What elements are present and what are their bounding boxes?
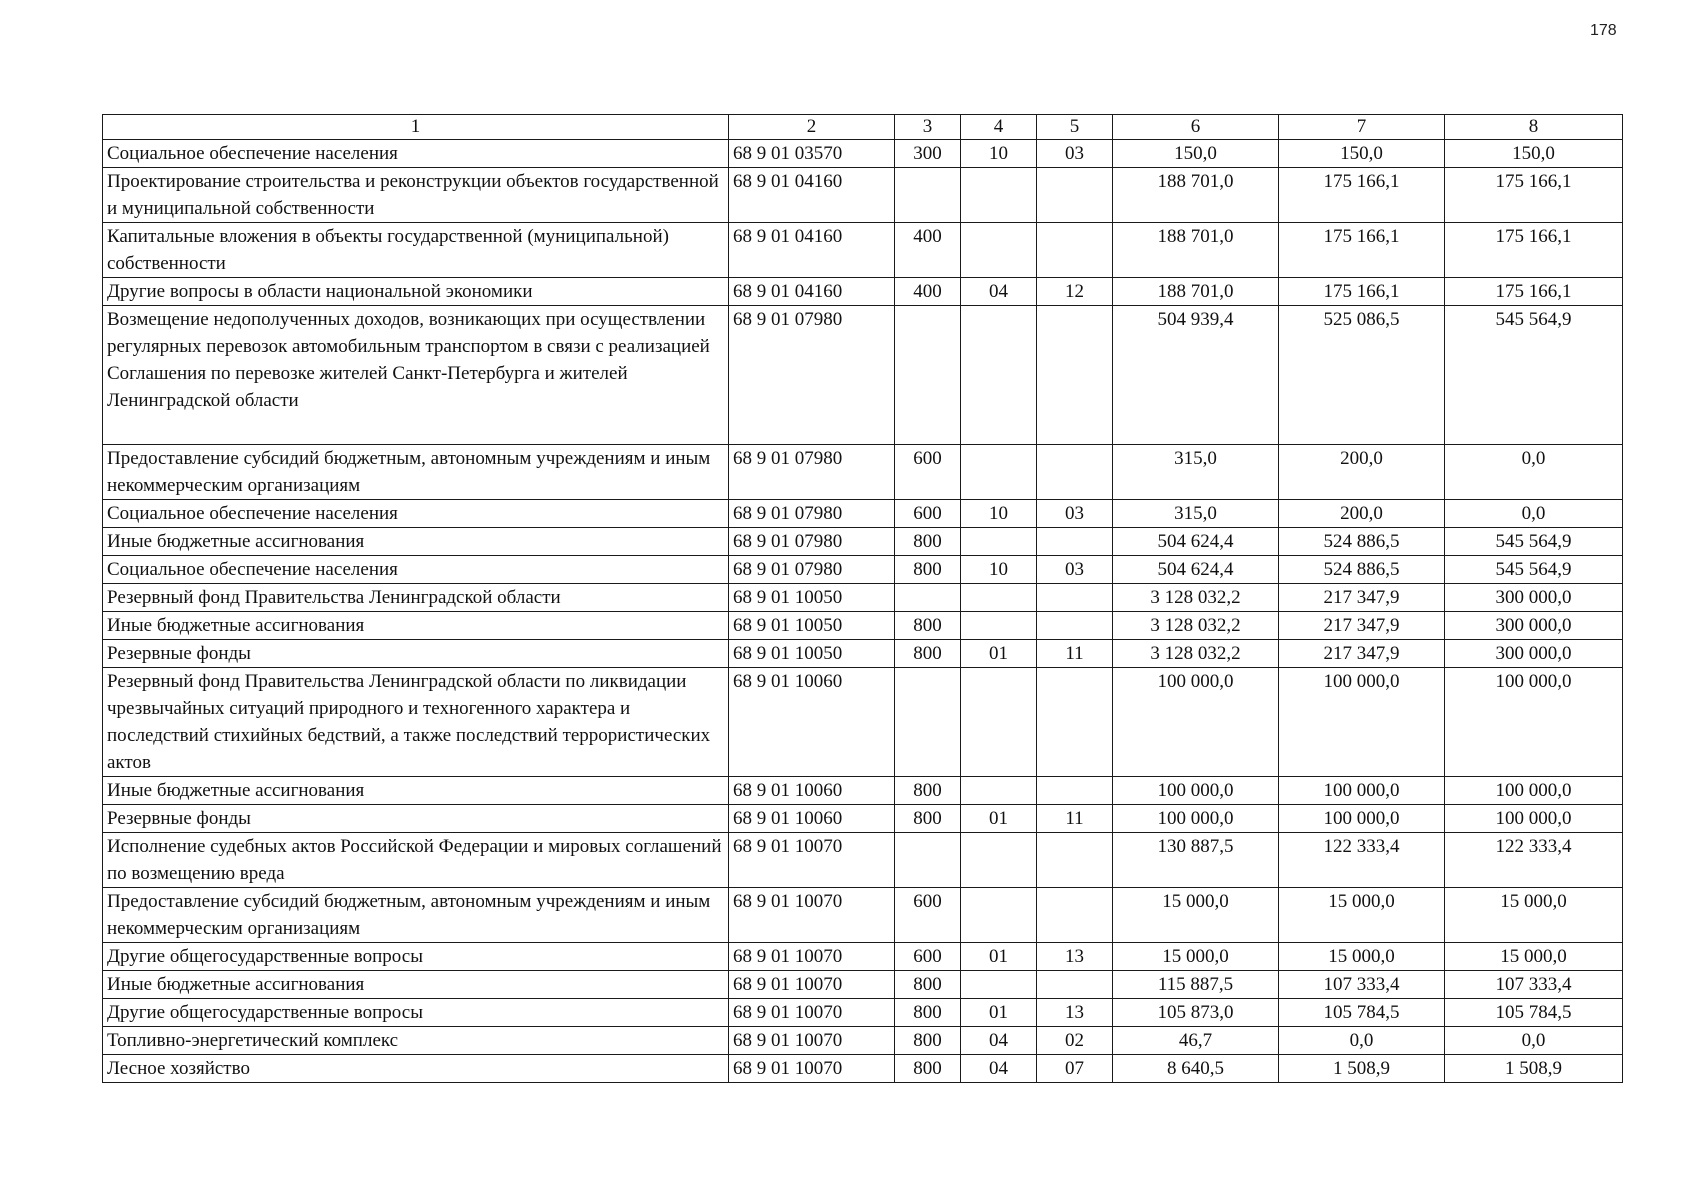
row-pr xyxy=(1037,668,1113,777)
table-row xyxy=(103,1027,1623,1055)
row-name: Лесное хозяйство xyxy=(103,1055,729,1083)
table-row xyxy=(103,445,1623,500)
row-value-6: 504 624,4 xyxy=(1113,528,1279,556)
row-pr: 03 xyxy=(1037,140,1113,168)
row-code: 68 9 01 10070 xyxy=(729,943,895,971)
row-name: Исполнение судебных актов Российской Федерации и мировых соглашений по возмещению вреда xyxy=(103,833,729,888)
row-code: 68 9 01 10070 xyxy=(729,1027,895,1055)
row-value-8: 100 000,0 xyxy=(1445,668,1623,777)
row-value-7: 100 000,0 xyxy=(1279,668,1445,777)
row-rz xyxy=(961,777,1037,805)
row-name: Резервный фонд Правительства Ленинградской области xyxy=(103,584,729,612)
row-code: 68 9 01 10060 xyxy=(729,668,895,777)
row-name: Резервный фонд Правительства Ленинградской области по ликвидации чрезвычайных ситуаций природного и техногенного характера и последствий стихийных бедствий, а также последствий террористических актов xyxy=(103,668,729,777)
row-pr xyxy=(1037,612,1113,640)
row-name: Иные бюджетные ассигнования xyxy=(103,612,729,640)
row-name: Предоставление субсидий бюджетным, автономным учреждениям и иным некоммерческим организациям xyxy=(103,445,729,500)
row-pr xyxy=(1037,528,1113,556)
row-name: Иные бюджетные ассигнования xyxy=(103,971,729,999)
row-pr xyxy=(1037,777,1113,805)
row-rz xyxy=(961,306,1037,445)
table-row xyxy=(103,168,1623,223)
table-row xyxy=(103,943,1623,971)
row-value-8: 100 000,0 xyxy=(1445,777,1623,805)
header-cell: 1 xyxy=(103,115,729,140)
row-value-7: 217 347,9 xyxy=(1279,584,1445,612)
row-value-8: 150,0 xyxy=(1445,140,1623,168)
row-value-6: 315,0 xyxy=(1113,500,1279,528)
row-name: Топливно-энергетический комплекс xyxy=(103,1027,729,1055)
row-value-7: 105 784,5 xyxy=(1279,999,1445,1027)
header-cell: 7 xyxy=(1279,115,1445,140)
row-pr: 03 xyxy=(1037,500,1113,528)
row-name: Социальное обеспечение населения xyxy=(103,500,729,528)
row-value-7: 175 166,1 xyxy=(1279,223,1445,278)
row-value-8: 107 333,4 xyxy=(1445,971,1623,999)
header-cell: 2 xyxy=(729,115,895,140)
table-row xyxy=(103,833,1623,888)
row-value-6: 188 701,0 xyxy=(1113,168,1279,223)
row-pr: 11 xyxy=(1037,805,1113,833)
row-rz: 04 xyxy=(961,1027,1037,1055)
row-rz: 04 xyxy=(961,278,1037,306)
row-vr: 600 xyxy=(895,943,961,971)
row-value-6: 115 887,5 xyxy=(1113,971,1279,999)
row-pr xyxy=(1037,223,1113,278)
header-cell: 8 xyxy=(1445,115,1623,140)
row-pr: 07 xyxy=(1037,1055,1113,1083)
row-pr xyxy=(1037,306,1113,445)
row-value-7: 525 086,5 xyxy=(1279,306,1445,445)
row-value-8: 300 000,0 xyxy=(1445,584,1623,612)
table-row xyxy=(103,999,1623,1027)
row-value-8: 0,0 xyxy=(1445,1027,1623,1055)
table-row xyxy=(103,1055,1623,1083)
row-value-6: 130 887,5 xyxy=(1113,833,1279,888)
row-code: 68 9 01 10050 xyxy=(729,640,895,668)
row-name: Проектирование строительства и реконструкции объектов государственной и муниципальной собственности xyxy=(103,168,729,223)
header-cell: 4 xyxy=(961,115,1037,140)
row-code: 68 9 01 07980 xyxy=(729,445,895,500)
row-rz: 01 xyxy=(961,805,1037,833)
row-vr xyxy=(895,168,961,223)
row-value-6: 3 128 032,2 xyxy=(1113,584,1279,612)
row-code: 68 9 01 07980 xyxy=(729,556,895,584)
row-vr: 800 xyxy=(895,640,961,668)
row-pr xyxy=(1037,445,1113,500)
row-rz xyxy=(961,971,1037,999)
row-value-6: 504 624,4 xyxy=(1113,556,1279,584)
row-value-7: 524 886,5 xyxy=(1279,556,1445,584)
row-value-8: 100 000,0 xyxy=(1445,805,1623,833)
row-code: 68 9 01 10070 xyxy=(729,999,895,1027)
row-code: 68 9 01 04160 xyxy=(729,278,895,306)
row-rz: 01 xyxy=(961,640,1037,668)
row-rz: 01 xyxy=(961,943,1037,971)
row-value-6: 15 000,0 xyxy=(1113,943,1279,971)
row-rz xyxy=(961,833,1037,888)
row-value-6: 46,7 xyxy=(1113,1027,1279,1055)
row-code: 68 9 01 10060 xyxy=(729,805,895,833)
row-value-7: 15 000,0 xyxy=(1279,943,1445,971)
row-value-8: 15 000,0 xyxy=(1445,943,1623,971)
header-cell: 3 xyxy=(895,115,961,140)
table-row xyxy=(103,971,1623,999)
row-value-7: 150,0 xyxy=(1279,140,1445,168)
row-value-7: 100 000,0 xyxy=(1279,777,1445,805)
row-code: 68 9 01 04160 xyxy=(729,168,895,223)
row-value-6: 3 128 032,2 xyxy=(1113,640,1279,668)
row-vr: 800 xyxy=(895,971,961,999)
row-value-7: 1 508,9 xyxy=(1279,1055,1445,1083)
row-pr: 13 xyxy=(1037,943,1113,971)
row-rz xyxy=(961,223,1037,278)
table-row xyxy=(103,306,1623,445)
row-value-6: 100 000,0 xyxy=(1113,805,1279,833)
table-row xyxy=(103,223,1623,278)
page-number: 178 xyxy=(1590,22,1617,39)
row-rz xyxy=(961,445,1037,500)
row-rz: 10 xyxy=(961,140,1037,168)
row-pr xyxy=(1037,168,1113,223)
row-value-6: 100 000,0 xyxy=(1113,777,1279,805)
row-value-7: 107 333,4 xyxy=(1279,971,1445,999)
header-cell: 6 xyxy=(1113,115,1279,140)
row-value-6: 150,0 xyxy=(1113,140,1279,168)
row-value-8: 105 784,5 xyxy=(1445,999,1623,1027)
header-cell: 5 xyxy=(1037,115,1113,140)
row-value-8: 545 564,9 xyxy=(1445,556,1623,584)
row-value-7: 15 000,0 xyxy=(1279,888,1445,943)
row-value-8: 0,0 xyxy=(1445,445,1623,500)
row-value-6: 315,0 xyxy=(1113,445,1279,500)
row-value-7: 0,0 xyxy=(1279,1027,1445,1055)
row-code: 68 9 01 07980 xyxy=(729,306,895,445)
row-rz: 10 xyxy=(961,556,1037,584)
row-value-7: 175 166,1 xyxy=(1279,168,1445,223)
table-row xyxy=(103,888,1623,943)
row-vr: 600 xyxy=(895,445,961,500)
row-vr xyxy=(895,306,961,445)
row-value-8: 175 166,1 xyxy=(1445,278,1623,306)
row-pr: 13 xyxy=(1037,999,1113,1027)
table-row xyxy=(103,584,1623,612)
row-value-8: 545 564,9 xyxy=(1445,306,1623,445)
row-vr: 800 xyxy=(895,612,961,640)
row-rz xyxy=(961,668,1037,777)
row-code: 68 9 01 10060 xyxy=(729,777,895,805)
row-name: Иные бюджетные ассигнования xyxy=(103,777,729,805)
row-value-8: 300 000,0 xyxy=(1445,640,1623,668)
row-name: Капитальные вложения в объекты государственной (муниципальной) собственности xyxy=(103,223,729,278)
row-code: 68 9 01 10070 xyxy=(729,1055,895,1083)
row-value-6: 100 000,0 xyxy=(1113,668,1279,777)
row-name: Резервные фонды xyxy=(103,805,729,833)
row-name: Предоставление субсидий бюджетным, автономным учреждениям и иным некоммерческим организациям xyxy=(103,888,729,943)
row-code: 68 9 01 10050 xyxy=(729,612,895,640)
row-name: Социальное обеспечение населения xyxy=(103,556,729,584)
row-code: 68 9 01 10070 xyxy=(729,888,895,943)
row-vr: 800 xyxy=(895,777,961,805)
row-name: Возмещение недополученных доходов, возникающих при осуществлении регулярных перевозок автомобильным транспортом в связи с реализацией Соглашения по перевозке жителей Санкт-Петербурга и жителей Ленинградской области xyxy=(103,306,729,445)
row-code: 68 9 01 04160 xyxy=(729,223,895,278)
row-value-8: 300 000,0 xyxy=(1445,612,1623,640)
row-vr: 400 xyxy=(895,223,961,278)
budget-table xyxy=(102,114,1623,1083)
row-name: Резервные фонды xyxy=(103,640,729,668)
row-pr: 11 xyxy=(1037,640,1113,668)
row-value-6: 504 939,4 xyxy=(1113,306,1279,445)
row-code: 68 9 01 07980 xyxy=(729,500,895,528)
table-row xyxy=(103,668,1623,777)
row-pr: 02 xyxy=(1037,1027,1113,1055)
row-vr: 800 xyxy=(895,1027,961,1055)
row-rz: 04 xyxy=(961,1055,1037,1083)
row-vr: 600 xyxy=(895,888,961,943)
row-value-8: 175 166,1 xyxy=(1445,168,1623,223)
row-value-7: 200,0 xyxy=(1279,445,1445,500)
table-row xyxy=(103,612,1623,640)
row-pr xyxy=(1037,888,1113,943)
row-value-6: 8 640,5 xyxy=(1113,1055,1279,1083)
row-code: 68 9 01 10050 xyxy=(729,584,895,612)
row-rz: 10 xyxy=(961,500,1037,528)
row-pr: 12 xyxy=(1037,278,1113,306)
row-vr: 400 xyxy=(895,278,961,306)
row-name: Другие вопросы в области национальной экономики xyxy=(103,278,729,306)
row-name: Другие общегосударственные вопросы xyxy=(103,999,729,1027)
row-value-6: 188 701,0 xyxy=(1113,223,1279,278)
row-vr xyxy=(895,584,961,612)
row-value-6: 3 128 032,2 xyxy=(1113,612,1279,640)
table-row xyxy=(103,640,1623,668)
row-rz xyxy=(961,888,1037,943)
row-rz xyxy=(961,528,1037,556)
row-value-6: 105 873,0 xyxy=(1113,999,1279,1027)
row-pr xyxy=(1037,971,1113,999)
row-code: 68 9 01 03570 xyxy=(729,140,895,168)
row-value-8: 122 333,4 xyxy=(1445,833,1623,888)
row-vr: 300 xyxy=(895,140,961,168)
row-vr: 800 xyxy=(895,999,961,1027)
row-vr xyxy=(895,668,961,777)
row-name: Другие общегосударственные вопросы xyxy=(103,943,729,971)
row-pr: 03 xyxy=(1037,556,1113,584)
row-value-6: 188 701,0 xyxy=(1113,278,1279,306)
row-code: 68 9 01 10070 xyxy=(729,833,895,888)
table-row xyxy=(103,278,1623,306)
row-value-6: 15 000,0 xyxy=(1113,888,1279,943)
row-value-7: 217 347,9 xyxy=(1279,612,1445,640)
row-value-7: 100 000,0 xyxy=(1279,805,1445,833)
row-value-7: 217 347,9 xyxy=(1279,640,1445,668)
row-pr xyxy=(1037,833,1113,888)
row-code: 68 9 01 10070 xyxy=(729,971,895,999)
row-value-7: 122 333,4 xyxy=(1279,833,1445,888)
row-rz xyxy=(961,584,1037,612)
row-value-8: 175 166,1 xyxy=(1445,223,1623,278)
table-row xyxy=(103,500,1623,528)
row-value-8: 545 564,9 xyxy=(1445,528,1623,556)
row-value-8: 1 508,9 xyxy=(1445,1055,1623,1083)
row-value-7: 524 886,5 xyxy=(1279,528,1445,556)
table-row xyxy=(103,777,1623,805)
row-vr: 800 xyxy=(895,1055,961,1083)
row-pr xyxy=(1037,584,1113,612)
row-value-7: 200,0 xyxy=(1279,500,1445,528)
table-row xyxy=(103,528,1623,556)
row-code: 68 9 01 07980 xyxy=(729,528,895,556)
row-rz: 01 xyxy=(961,999,1037,1027)
row-vr xyxy=(895,833,961,888)
table-row xyxy=(103,805,1623,833)
row-vr: 600 xyxy=(895,500,961,528)
row-vr: 800 xyxy=(895,556,961,584)
row-vr: 800 xyxy=(895,528,961,556)
row-value-8: 0,0 xyxy=(1445,500,1623,528)
row-name: Иные бюджетные ассигнования xyxy=(103,528,729,556)
row-value-8: 15 000,0 xyxy=(1445,888,1623,943)
table-row xyxy=(103,140,1623,168)
table-row xyxy=(103,556,1623,584)
header-row xyxy=(103,115,1623,140)
row-rz xyxy=(961,168,1037,223)
row-value-7: 175 166,1 xyxy=(1279,278,1445,306)
row-name: Социальное обеспечение населения xyxy=(103,140,729,168)
row-rz xyxy=(961,612,1037,640)
row-vr: 800 xyxy=(895,805,961,833)
